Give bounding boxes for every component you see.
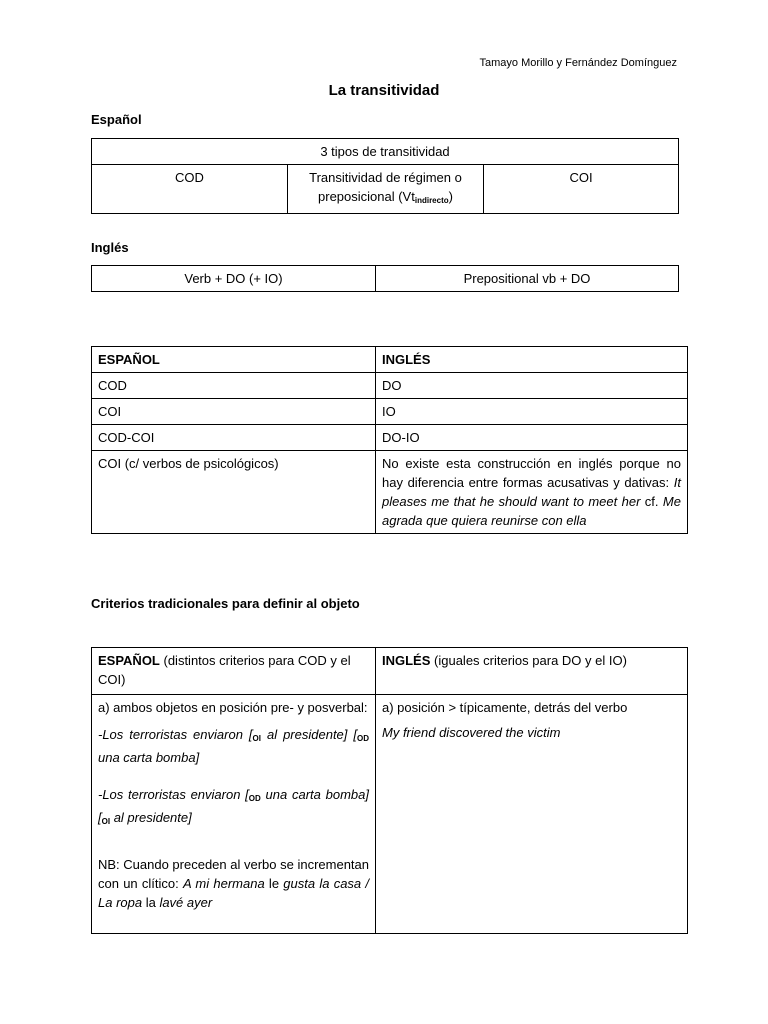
comparison-header-es: ESPAÑOL (92, 347, 376, 373)
table-title-cell: 3 tipos de transitividad (92, 139, 679, 165)
table-row (92, 399, 688, 425)
table-cell: COI (92, 399, 376, 425)
criteria-header-es-bold: ESPAÑOL (98, 653, 160, 668)
table-row (92, 451, 688, 534)
prepositional-cell: Prepositional vb + DO (376, 266, 679, 292)
criteria-header-en (376, 648, 688, 695)
cf-text: cf. (640, 494, 659, 509)
cod-cell: COD (92, 165, 288, 214)
criteria-en-example: My friend discovered the victim (382, 725, 561, 740)
ex1-part2: al presidente] [ (260, 727, 357, 742)
criteria-es-cell (92, 695, 376, 934)
criteria-es-a: a) ambos objetos en posición pre- y posverbal: (98, 700, 368, 715)
ex2-sub2: OI (101, 817, 111, 826)
verb-do-cell: Verb + DO (+ IO) (92, 266, 376, 292)
criteria-header-es-rest: (distintos criterios para COD y el COI) (98, 653, 351, 687)
regimen-subscript: indirecto (414, 196, 449, 205)
ex1-part1: -Los terroristas enviaron [ (98, 727, 253, 742)
criteria-table (91, 647, 688, 934)
nb-la: la (142, 895, 160, 910)
comparison-table (91, 346, 688, 534)
coi-cell: COI (484, 165, 679, 214)
espanol-transitivity-table (91, 138, 679, 214)
ex2-part2: una carta bomba] [ (98, 787, 369, 825)
ingles-transitivity-table (91, 265, 679, 292)
criteria-header-es (92, 648, 376, 695)
nb-italic1: A mi hermana (182, 876, 265, 891)
table-cell: IO (376, 399, 688, 425)
example-1 (98, 725, 369, 767)
criteria-header-en-rest: (iguales criterios para DO y el IO) (430, 653, 627, 668)
regimen-cell (288, 165, 484, 214)
table-cell: DO-IO (376, 425, 688, 451)
nb-italic3: lavé ayer (159, 895, 213, 910)
page-title: La transitividad (328, 82, 440, 99)
english-example: It pleases me that he should want to meet her (382, 475, 681, 509)
regimen-close: ) (448, 189, 453, 204)
criteria-heading: Criterios tradicionales para definir al objeto (91, 596, 360, 611)
nb-italic2: gusta la casa / La ropa (98, 876, 370, 910)
comparison-header-en: INGLÉS (376, 347, 688, 373)
ingles-heading: Inglés (91, 240, 129, 255)
regimen-line1: Transitividad de régimen o (309, 170, 462, 185)
example-2 (98, 785, 369, 831)
nb-le: le (264, 876, 284, 891)
spanish-example: Me agrada que quiera reunirse con ella (382, 494, 681, 528)
ex1-part3: una carta bomba] (98, 750, 200, 765)
table-cell (376, 451, 688, 534)
ex2-part3: al presidente] (110, 810, 192, 825)
criteria-header-en-bold: INGLÉS (382, 653, 431, 668)
ex2-part1: -Los terroristas enviaron [ (98, 787, 249, 802)
regimen-line2: preposicional (Vt (318, 189, 415, 204)
nb-text: NB: Cuando preceden al verbo se incrementan con un clítico: (98, 857, 369, 891)
ex1-sub1: OI (252, 734, 261, 743)
nb-note (98, 855, 369, 912)
table-row (92, 425, 688, 451)
table-row (92, 373, 688, 399)
authors-header: Tamayo Morillo y Fernández Domínguez (479, 57, 677, 69)
criteria-en-a: a) posición > típicamente, detrás del verbo (382, 700, 628, 715)
no-construction-text: No existe esta construcción en inglés porque no hay diferencia entre formas acusativas y dativas: (382, 456, 681, 490)
espanol-heading: Español (91, 112, 142, 127)
ex1-sub2: OD (357, 734, 369, 743)
table-cell: COD (92, 373, 376, 399)
criteria-en-cell (376, 695, 688, 934)
table-cell: COI (c/ verbos de psicológicos) (92, 451, 376, 534)
table-cell: DO (376, 373, 688, 399)
table-cell: COD-COI (92, 425, 376, 451)
ex2-sub1: OD (248, 794, 261, 803)
